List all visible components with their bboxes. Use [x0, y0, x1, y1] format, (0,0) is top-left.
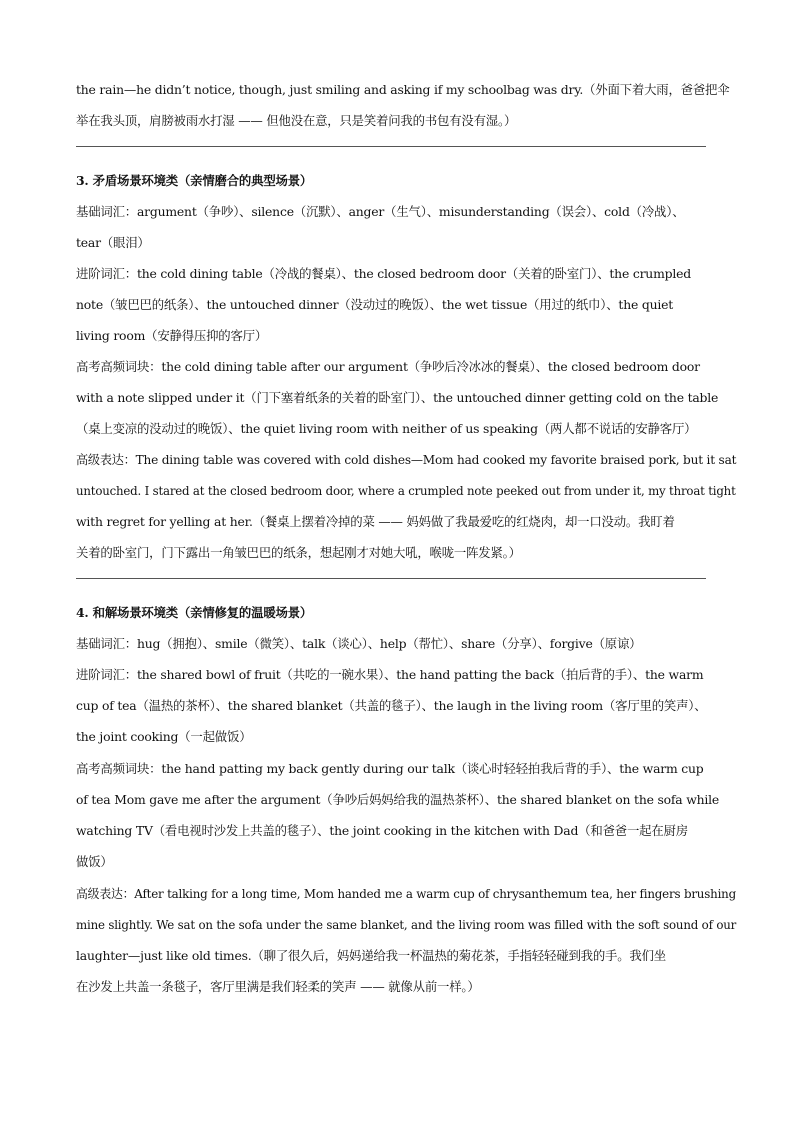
paragraph-line: 进阶词汇：the cold dining table（冷战的餐桌）、the closed bedroom door（关着的卧室门）、the crumpled: [76, 266, 691, 281]
paragraph-line: mine slightly. We sat on the sofa under the same blanket, and the living room was filled with the soft sound of our: [76, 917, 737, 932]
paragraph-line: 高考高频词块：the hand patting my back gently during our talk（谈心时轻轻拍我后背的手）、the warm cup: [76, 761, 704, 776]
paragraph-line: 基础词汇：hug（拥抱）、smile（微笑）、talk（谈心）、help（帮忙）、share（分享）、forgive（原谅）: [76, 636, 642, 651]
section-heading: 3. 矛盾场景环境类（亲情磨合的典型场景）: [76, 173, 313, 188]
paragraph-line: 关着的卧室门，门下露出一角皱巴巴的纸条，想起刚才对她大吼，喉咙一阵发紧。）: [76, 545, 521, 560]
paragraph-line: watching TV（看电视时沙发上共盖的毯子）、the joint cooking in the kitchen with Dad（和爸爸一起在厨房: [76, 823, 688, 838]
paragraph-line: the joint cooking（一起做饭）: [76, 729, 252, 744]
paragraph-line: laughter—just like old times.（聊了很久后，妈妈递给我一杯温热的菊花茶，手指轻轻碰到我的手。我们坐: [76, 948, 666, 963]
paragraph-line: living room（安静得压抑的客厅）: [76, 328, 268, 343]
paragraph-line: 高级表达：The dining table was covered with cold dishes—Mom had cooked my favorite braised pork, but it sat: [76, 452, 737, 467]
paragraph-line: the rain—he didn’t notice, though, just smiling and asking if my schoolbag was dry.（外面下着大雨，爸爸把伞: [76, 82, 730, 97]
section-divider: [76, 146, 706, 147]
paragraph-line: 基础词汇：argument（争吵）、silence（沉默）、anger（生气）、misunderstanding（误会）、cold（冷战）、: [76, 204, 685, 219]
paragraph-line: untouched. I stared at the closed bedroom door, where a crumpled note peeked out from under it, my throat tight: [76, 483, 736, 498]
paragraph-line: 做饭）: [76, 854, 113, 869]
paragraph-line: note（皱巴巴的纸条）、the untouched dinner（没动过的晚饭）、the wet tissue（用过的纸巾）、the quiet: [76, 297, 674, 312]
paragraph-line: 在沙发上共盖一条毯子，客厅里满是我们轻柔的笑声 —— 就像从前一样。）: [76, 979, 480, 994]
paragraph-line: 高考高频词块：the cold dining table after our argument（争吵后冷冰冰的餐桌）、the closed bedroom door: [76, 359, 700, 374]
paragraph-line: tear（眼泪）: [76, 235, 150, 250]
paragraph-line: with a note slipped under it（门下塞着纸条的关着的卧室门）、the untouched dinner getting cold on the table: [76, 390, 719, 405]
paragraph-line: with regret for yelling at her.（餐桌上摆着冷掉的菜 —— 妈妈做了我最爱吃的红烧肉，却一口没动。我盯着: [76, 514, 675, 529]
paragraph-line: 举在我头顶，肩膀被雨水打湿 —— 但他没在意，只是笑着问我的书包有没有湿。）: [76, 113, 517, 128]
section-divider: [76, 578, 706, 579]
section-heading: 4. 和解场景环境类（亲情修复的温暖场景）: [76, 605, 313, 620]
paragraph-line: cup of tea（温热的茶杯）、the shared blanket（共盖的毯子）、the laugh in the living room（客厅里的笑声）、: [76, 698, 707, 713]
paragraph-line: of tea Mom gave me after the argument（争吵后妈妈给我的温热茶杯）、the shared blanket on the sofa while: [76, 792, 720, 807]
paragraph-line: 高级表达：After talking for a long time, Mom handed me a warm cup of chrysanthemum tea, her fingers brushing: [76, 886, 737, 901]
paragraph-line: （桌上变凉的没动过的晚饭）、the quiet living room with neither of us speaking（两人都不说话的安静客厅）: [76, 421, 697, 436]
paragraph-line: 进阶词汇：the shared bowl of fruit（共吃的一碗水果）、the hand patting the back（拍后背的手）、the warm: [76, 667, 704, 682]
